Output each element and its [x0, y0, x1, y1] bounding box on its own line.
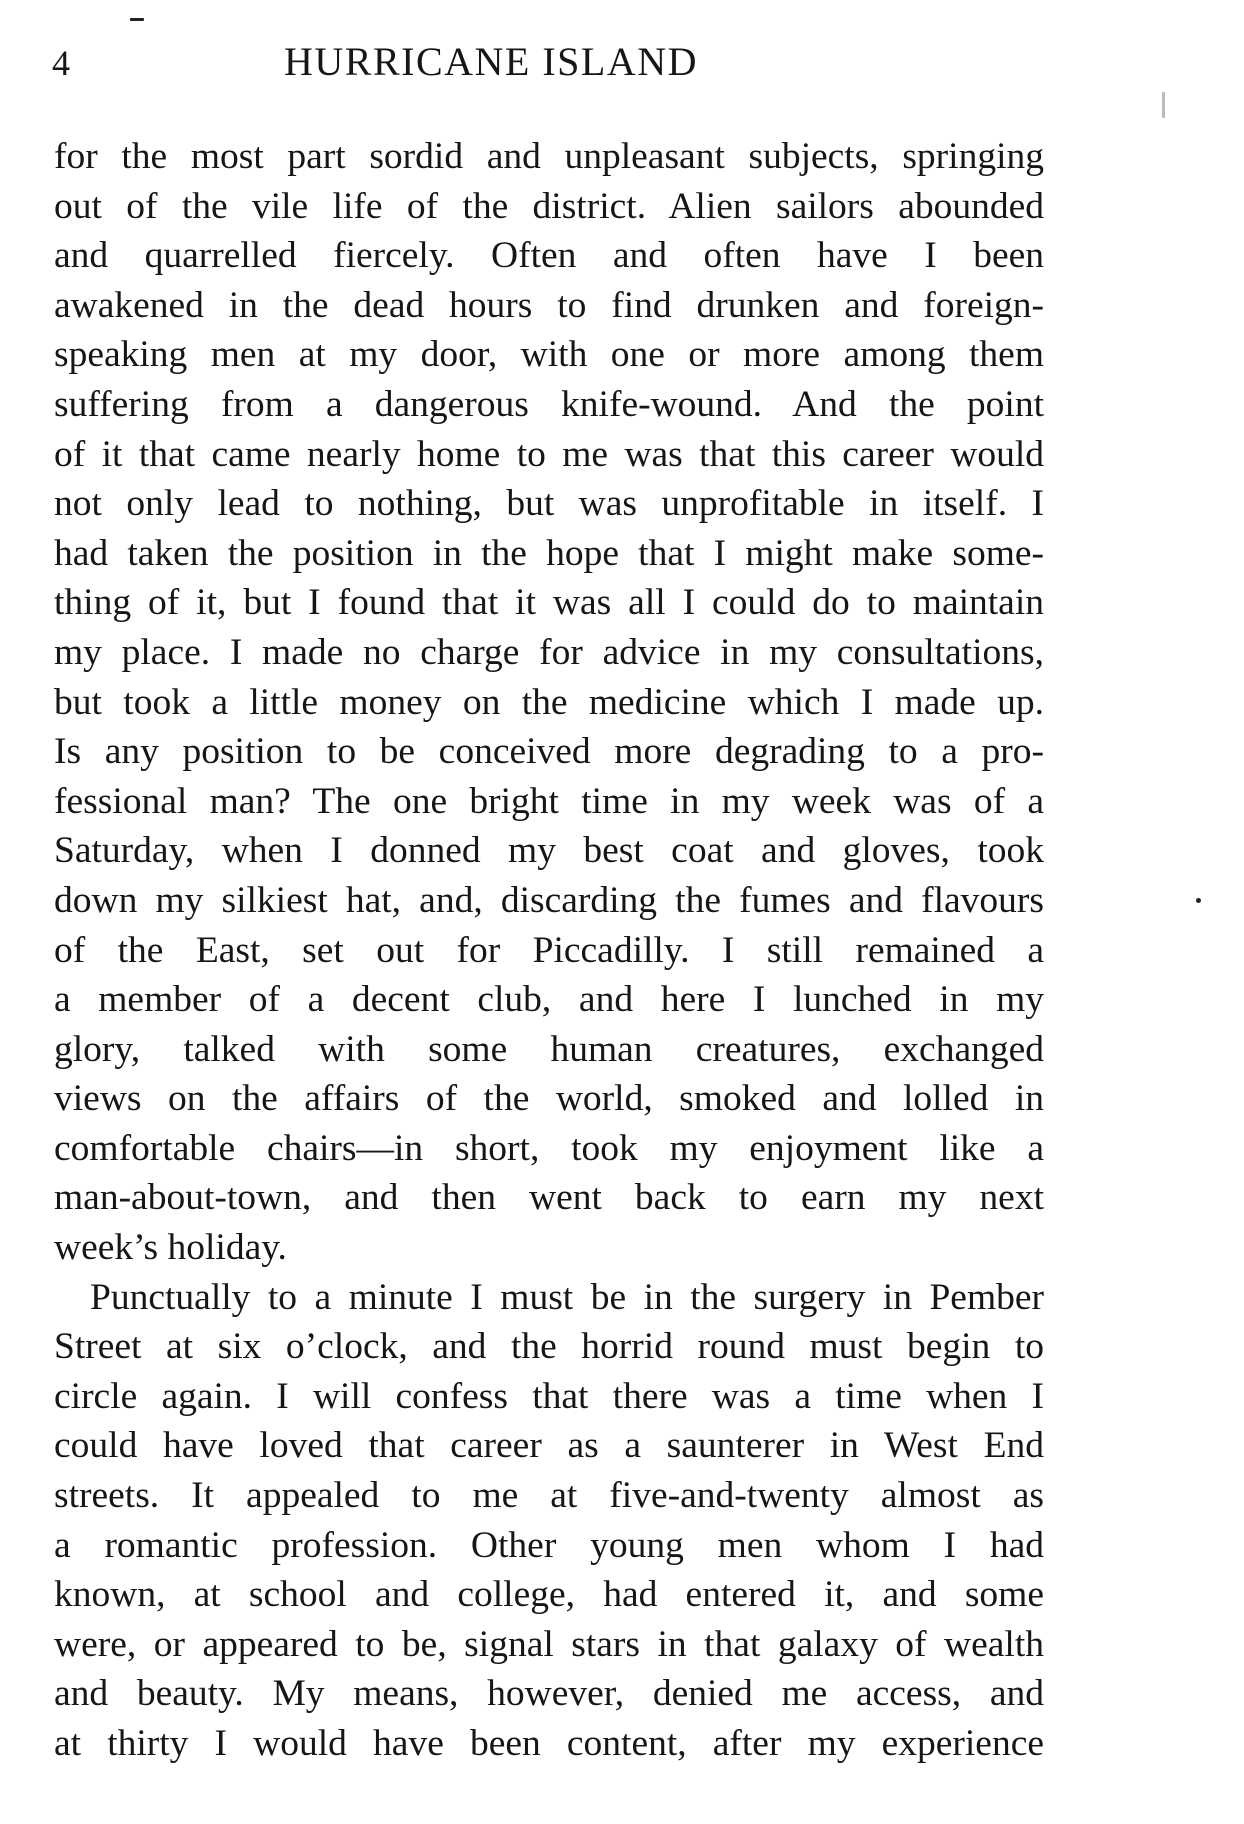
text-line: and beauty. My means, however, denied me access, and: [54, 1673, 1044, 1715]
text-line: Is any position to be conceived more degrading to a pro-: [54, 731, 1044, 773]
text-line: could have loved that career as a saunterer in West End: [54, 1425, 1044, 1467]
text-line: Punctually to a minute I must be in the surgery in Pember: [90, 1276, 1044, 1318]
text-line: but took a little money on the medicine which I made up.: [54, 681, 1044, 723]
text-line: at thirty I would have been content, after my experience: [54, 1723, 1044, 1764]
text-line: a member of a decent club, and here I lunched in my: [54, 979, 1044, 1021]
print-speck: [1162, 92, 1165, 118]
body-text: [54, 132, 1044, 1769]
text-line: down my silkiest hat, and, discarding the fumes and flavours: [54, 879, 1044, 921]
paragraph-2: [54, 1273, 1044, 1769]
text-line: speaking men at my door, with one or more among them: [54, 334, 1044, 376]
text-line: circle again. I will confess that there was a time when I: [54, 1375, 1044, 1417]
text-line: fessional man? The one bright time in my week was of a: [54, 780, 1044, 822]
text-line: Saturday, when I donned my best coat and gloves, took: [54, 830, 1044, 872]
text-line: week’s holiday.: [54, 1227, 287, 1269]
text-line: comfortable chairs—in short, took my enjoyment like a: [54, 1127, 1044, 1169]
text-line: streets. It appealed to me at five-and-twenty almost as: [54, 1475, 1044, 1517]
page-header: [52, 38, 1052, 90]
text-line: had taken the position in the hope that I might make some-: [54, 532, 1044, 574]
running-title: HURRICANE ISLAND: [284, 39, 698, 84]
text-line: were, or appeared to be, signal stars in that galaxy of wealth: [54, 1623, 1044, 1665]
text-line: my place. I made no charge for advice in my consultations,: [54, 631, 1044, 673]
text-line: awakened in the dead hours to find drunken and foreign-: [54, 284, 1044, 326]
print-speck: [130, 18, 144, 21]
text-line: thing of it, but I found that it was all I could do to maintain: [54, 582, 1044, 624]
page-number: 4: [52, 43, 70, 83]
text-line: views on the affairs of the world, smoked and lolled in: [54, 1078, 1044, 1120]
text-line: not only lead to nothing, but was unprofitable in itself. I: [54, 483, 1044, 525]
text-line: known, at school and college, had entered it, and some: [54, 1574, 1044, 1616]
text-line: out of the vile life of the district. Alien sailors abounded: [54, 185, 1044, 227]
text-line: for the most part sordid and unpleasant subjects, springing: [54, 136, 1044, 177]
text-line: suffering from a dangerous knife-wound. And the point: [54, 383, 1044, 425]
text-line: and quarrelled fiercely. Often and often have I been: [54, 235, 1044, 277]
text-line: of it that came nearly home to me was that this career would: [54, 433, 1044, 475]
paragraph-1: [54, 132, 1044, 1273]
text-line: of the East, set out for Piccadilly. I still remained a: [54, 929, 1044, 971]
print-speck: [1196, 898, 1201, 903]
text-line: a romantic profession. Other young men whom I had: [54, 1524, 1044, 1566]
text-line: Street at six o’clock, and the horrid round must begin to: [54, 1326, 1044, 1368]
text-line: glory, talked with some human creatures, exchanged: [54, 1028, 1044, 1070]
text-line: man-about-town, and then went back to earn my next: [54, 1177, 1044, 1219]
